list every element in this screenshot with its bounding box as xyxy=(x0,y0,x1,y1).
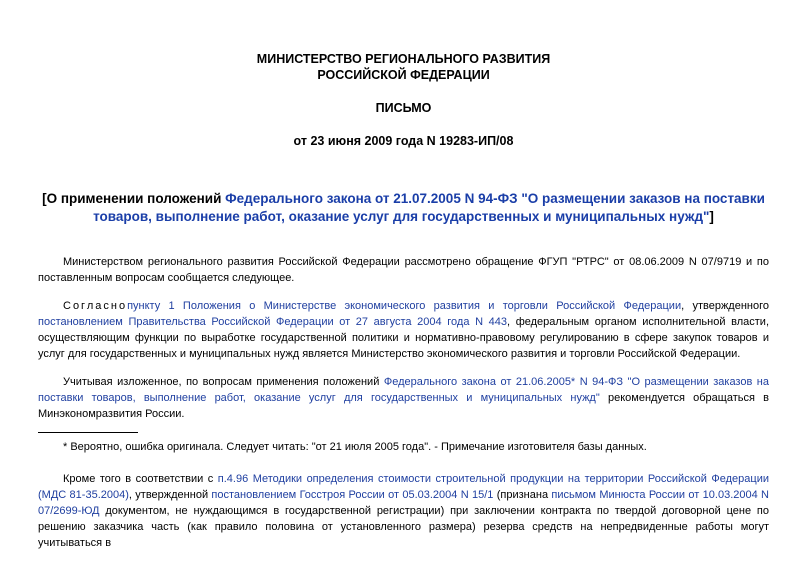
paragraph-methodology-text-2: , утвержденной xyxy=(128,489,212,501)
footnote: * Вероятно, ошибка оригинала. Следует читать: "от 21 июля 2005 года". - Примечание изготовителя базы данных. xyxy=(63,441,647,453)
subject-prefix: [О применении положений xyxy=(42,191,226,206)
document-subject xyxy=(40,190,767,226)
paragraph-recommendation-text-1: Учитывая изложенное, по вопросам применения положений xyxy=(63,376,384,388)
subject-law-link[interactable]: Федерального закона от 21.07.2005 N 94-ФЗ "О размещении заказов на поставки товаров, выполнение работ, оказание услуг для государственных и муниципальных нужд" xyxy=(93,191,765,224)
methodology-link[interactable]: п.4.96 Методики определения стоимости строительной продукции на территории Российской Федерации (МДС 81-35.2004) xyxy=(38,473,769,501)
government-resolution-link[interactable]: постановлением Правительства Российской Федерации от 27 августа 2004 года N 443 xyxy=(38,316,508,328)
paragraph-methodology-text-1: Кроме того в соответствии с xyxy=(63,473,218,485)
subject-suffix: ] xyxy=(709,209,714,224)
ministry-line-1: МИНИСТЕРСТВО РЕГИОНАЛЬНОГО РАЗВИТИЯ xyxy=(256,52,551,66)
minjust-letter-link[interactable]: письмом Минюста России от 10.03.2004 N 07/2699-ЮД xyxy=(38,489,769,517)
paragraph-authority xyxy=(38,298,769,362)
paragraph-methodology-text-3: (признана xyxy=(493,489,552,501)
paragraph-methodology-text-4: документом, не нуждающимся в государственной регистрации) при заключении контракта по твердой договорной цене по решению заказчика часть (как правило половина от установленного размера) резерва средств на непредвиденные работы могут учитываться в xyxy=(38,505,769,549)
federal-law-link[interactable]: Федерального закона от 21.06.2005* N 94-ФЗ "О размещении заказов на поставки товаров, выполнение работ, оказание услуг для государственных и муниципальных нужд" xyxy=(38,376,770,404)
paragraph-recommendation-text-2: рекомендуется обращаться в Минэкономразвития России. xyxy=(38,392,769,420)
ministry-heading xyxy=(0,51,807,83)
paragraph-recommendation xyxy=(38,374,769,422)
ministry-line-2: РОССИЙСКОЙ ФЕДЕРАЦИИ xyxy=(317,68,490,82)
gosstroy-resolution-link[interactable]: постановлением Госстроя России от 05.03.2004 N 15/1 xyxy=(211,489,494,501)
ministry-regulation-link[interactable]: пункту 1 Положения о Министерстве экономического развития и торговли Российской Федерации xyxy=(127,300,682,312)
paragraph-intro: Министерством регионального развития Российской Федерации рассмотрено обращение ФГУП "РТРС" от 08.06.2009 N 07/9719 и по поставленным вопросам сообщается следующее. xyxy=(38,256,769,284)
document-number: от 23 июня 2009 года N 19283-ИП/08 xyxy=(293,134,514,148)
paragraph-methodology xyxy=(38,471,769,551)
paragraph-authority-text-3: , федеральным органом исполнительной власти, осуществляющим функции по выработке государственной политики и нормативно-правовому регулированию в сфере закупок товаров и услуг для государственных и муниципальных нужд является Министерство экономического развития и торговли Российской Федерации. xyxy=(38,316,770,360)
footnote-separator xyxy=(38,432,138,433)
paragraph-authority-text-2: , утвержденного xyxy=(681,300,770,312)
paragraph-authority-text-1: Согласно xyxy=(63,300,128,312)
document-type: ПИСЬМО xyxy=(375,101,432,115)
